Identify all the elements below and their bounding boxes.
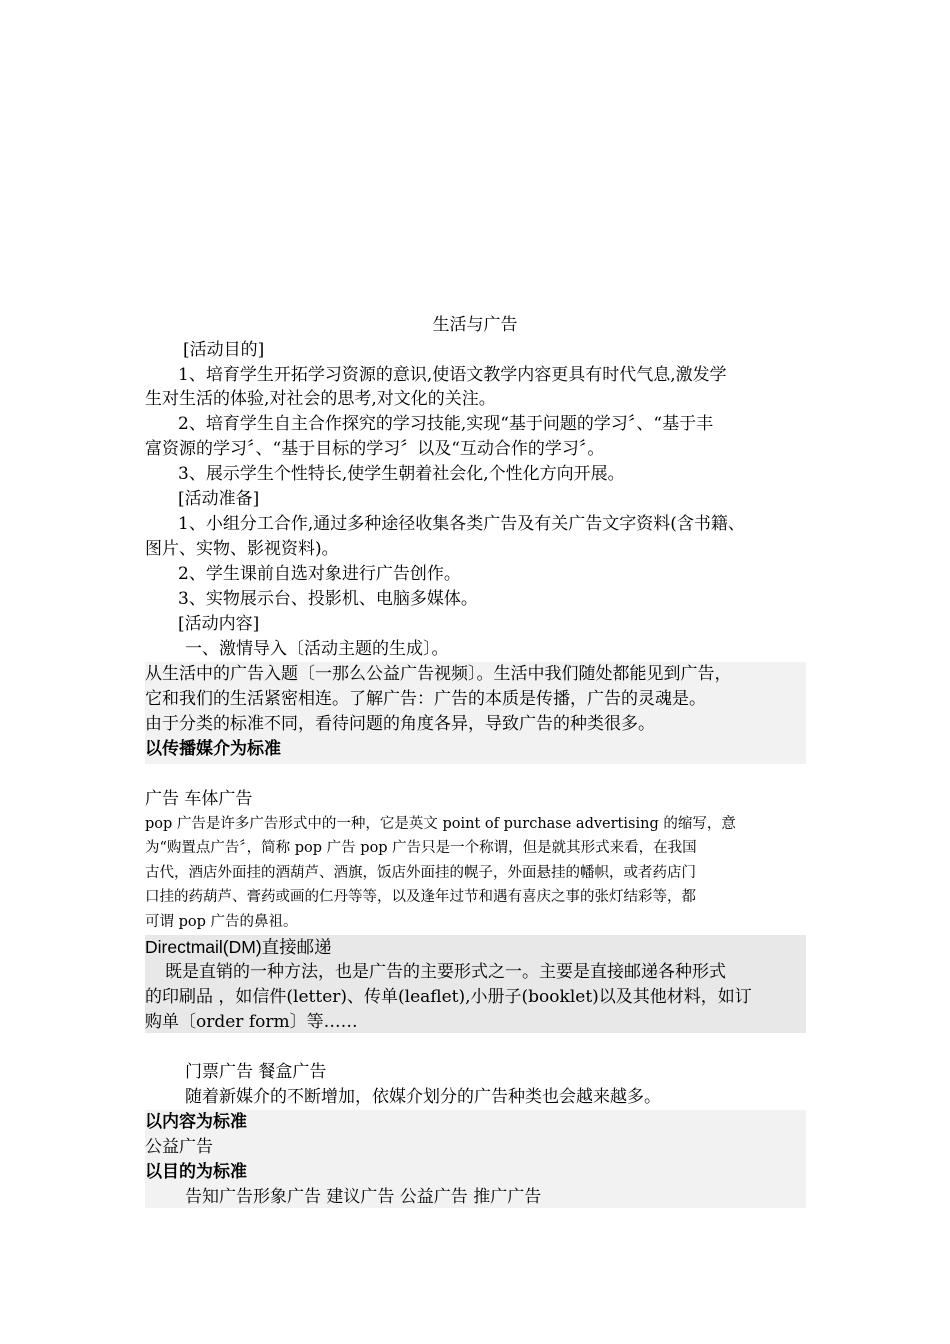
paragraph-line: 门票广告 餐盒广告 [185, 1062, 327, 1082]
pop-paragraph-line: 古代，酒店外面挂的酒葫芦、酒旗，饭店外面挂的幌子，外面悬挂的幡帜，或者药店门 [145, 865, 696, 881]
paragraph-line: 广告 车体广告 [145, 789, 253, 809]
section-heading-preparation: [活动准备] [178, 489, 260, 509]
section-heading-content: [活动内容] [178, 614, 260, 634]
paragraph-line: 1、小组分工合作,通过多种途径收集各类广告及有关广告文字资料(含书籍、 [178, 514, 745, 534]
paragraph-line: 告知广告形象广告 建议广告 公益广告 推广广告 [185, 1187, 542, 1207]
paragraph-line: 生对生活的体验,对社会的思考,对文化的关注。 [145, 389, 496, 409]
paragraph-line: 一、激情导入〔活动主题的生成〕。 [185, 639, 449, 659]
category-heading-purpose: 以目的为标准 [145, 1162, 247, 1182]
paragraph-line: 1、培育学生开拓学习资源的意识,使语文教学内容更具有时代气息,激发学 [178, 365, 727, 385]
paragraph-line: 2、培育学生自主合作探究的学习技能,实现“基于问题的学习〞、“基于丰 [178, 414, 714, 434]
paragraph-line: 的印刷品 ，如信件(letter)、传单(leaflet),小册子(booklet)以及其他材料，如订 [145, 987, 752, 1007]
paragraph-line: 2、学生课前自选对象进行广告创作。 [178, 564, 461, 584]
paragraph-line: 公益广告 [145, 1137, 213, 1157]
paragraph-line: 它和我们的生活紧密相连。了解广告：广告的本质是传播，广告的灵魂是。 [145, 689, 706, 709]
category-heading-media: 以传播媒介为标准 [145, 739, 281, 759]
paragraph-line: 随着新媒介的不断增加，依媒介划分的广告种类也会越来越多。 [185, 1087, 661, 1107]
paragraph-line: 3、展示学生个性特长,使学生朝着社会化,个性化方向开展。 [178, 464, 625, 484]
section-heading-purpose: [活动目的] [183, 340, 265, 360]
paragraph-line: 从生活中的广告入题〔一那么公益广告视频〕。生活中我们随处都能见到广告， [145, 664, 732, 684]
pop-paragraph-line: 口挂的药葫芦、膏药或画的仁丹等等，以及逢年过节和遇有喜庆之事的张灯结彩等，都 [145, 889, 696, 905]
paragraph-line: 既是直销的一种方法，也是广告的主要形式之一。主要是直接邮递各种形式 [165, 962, 726, 982]
paragraph-line: 购单〔order form〕等…… [145, 1012, 358, 1032]
pop-paragraph-line: 可谓 pop 广告的鼻祖。 [145, 914, 298, 930]
dm-heading: Directmail(DM)直接邮递 [145, 937, 332, 957]
category-heading-content: 以内容为标准 [145, 1112, 247, 1132]
pop-paragraph-line: 为“购置点广告〞，简称 pop 广告 pop 广告只是一个称谓，但是就其形式来看，在我国 [145, 840, 697, 856]
document-title: 生活与广告 [432, 315, 518, 335]
paragraph-line: 富资源的学习〞、“基于目标的学习〞以及“互动合作的学习〞。 [145, 439, 605, 459]
paragraph-line: 图片、实物、影视资料)。 [145, 539, 339, 559]
paragraph-line: 3、实物展示台、投影机、电脑多媒体。 [178, 589, 478, 609]
pop-paragraph-line: pop 广告是许多广告形式中的一种，它是英文 point of purchase advertising 的缩写，意 [145, 816, 736, 832]
paragraph-line: 由于分类的标准不同，看待问题的角度各异，导致广告的种类很多。 [145, 714, 655, 734]
